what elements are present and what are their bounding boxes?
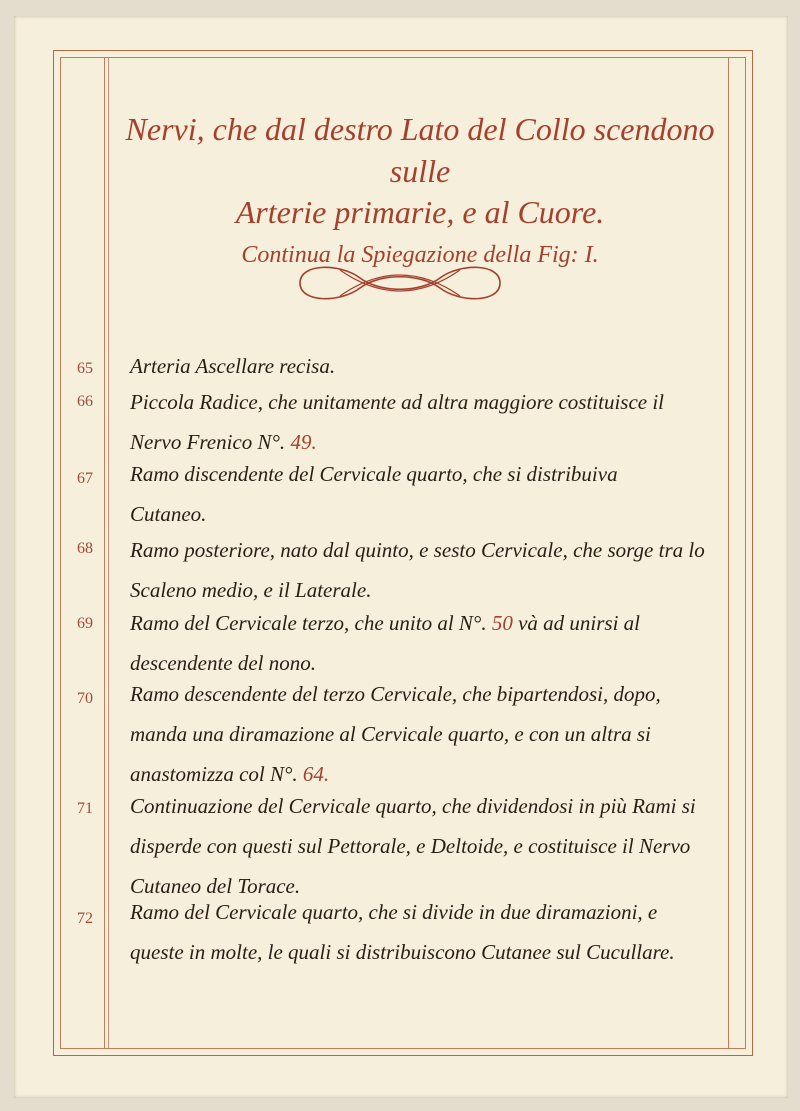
- title-line-1: Nervi, che dal destro Lato del Collo scendono sulle: [125, 111, 715, 189]
- entry-text: Ramo descendente del terzo Cervicale, che bipartendosi, dopo, manda una diramazione al Cervicale quarto, e con un altra si anastomizza col N°. 64.: [130, 682, 661, 786]
- entry-text: Ramo del Cervicale terzo, che unito al N°. 50 và ad unirsi al descendente del nono.: [130, 611, 641, 675]
- margin-rule-inner: [108, 57, 109, 1048]
- subtitle: Continua la Spiegazione della Fig: I.: [241, 242, 599, 268]
- entry-text: Arteria Ascellare recisa.: [130, 354, 336, 378]
- reference-number: 49.: [290, 430, 317, 454]
- entry-number: 71: [77, 800, 93, 817]
- entry-text: Piccola Radice, che unitamente ad altra maggiore costituisce il Nervo Frenico N°. 49.: [130, 390, 665, 454]
- entry-number: 65: [77, 360, 93, 377]
- margin-rule: [104, 57, 105, 1048]
- entry-number: 66: [77, 393, 93, 410]
- entry-number: 68: [77, 540, 93, 557]
- reference-number: 50: [491, 611, 513, 635]
- entry-text: Ramo discendente del Cervicale quarto, che si distribuiva Cutaneo.: [130, 462, 618, 526]
- title-line-2: Arterie primarie, e al Cuore.: [235, 194, 605, 230]
- entry-number: 67: [77, 470, 93, 487]
- entry-number: 72: [77, 910, 93, 927]
- page-heading: [110, 108, 730, 274]
- entry-number: 70: [77, 690, 93, 707]
- reference-number: 64.: [302, 762, 330, 786]
- entry-number: 69: [77, 615, 93, 632]
- entry-text: Ramo del Cervicale quarto, che si divide in due diramazioni, e queste in molte, le quali si distribuiscono Cutanee sul Cucullare.: [130, 900, 675, 964]
- ornamental-flourish: [280, 258, 520, 308]
- entry-text: Ramo posteriore, nato dal quinto, e sesto Cervicale, che sorge tra lo Scaleno medio, e il Laterale.: [130, 538, 705, 602]
- entry-text: Continuazione del Cervicale quarto, che dividendosi in più Rami si disperde con questi sul Pettorale, e Deltoide, e costituisce il Nervo Cutaneo del Torace.: [130, 794, 696, 898]
